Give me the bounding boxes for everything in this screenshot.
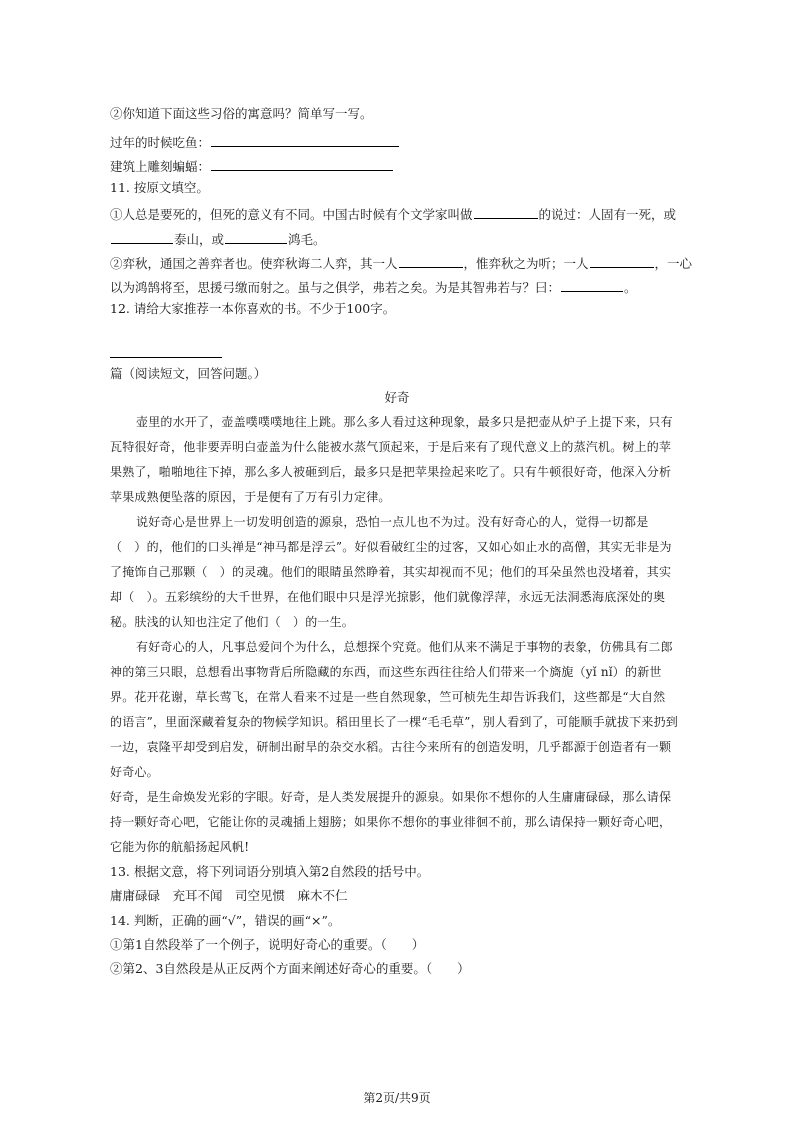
passage-line: 瓦特很好奇，他非要弄明白壶盖为什么能被水蒸气顶起来，于是后来有了现代意义上的蒸汽机。树上的苹 — [110, 440, 672, 454]
passage-line: 了掩饰自己那颗（ ）的灵魂。他们的眼睛虽然睁着，其实却视而不见；他们的耳朵虽然也没堵着，其实 — [110, 565, 672, 579]
passage-line: 却（ ）。五彩缤纷的大千世界，在他们眼中只是浮光掠影，他们就像浮萍，永远无法洞悉海底深处的奥 — [110, 590, 666, 604]
passage-line: 的语言”，里面深藏着复杂的物候学知识。稻田里长了一棵“毛毛草”，别人看到了，可能顺手就拔下来扔到 — [110, 715, 679, 729]
section-label: 篇（阅读短文，回答问题。） — [110, 366, 267, 381]
q11-s2-text-a: ②弈秋，通国之善弈者也。使弈秋诲二人弈，其一人 — [110, 256, 398, 271]
passage-line: 持一颗好奇心吧，它能让你的灵魂插上翅膀；如果你不想你的事业徘徊不前，那么请保持一颗好奇心吧， — [110, 815, 672, 829]
q11-s2-text-e: 。 — [624, 280, 637, 295]
q11-s1-line2 — [110, 231, 326, 247]
answer-line[interactable] — [110, 357, 222, 358]
passage-line: 好奇心。 — [110, 765, 159, 779]
q13-heading: 13. 根据文意，将下列词语分别填入第2自然段的括号中。 — [110, 864, 430, 879]
q11-s2-text-c: ，一心 — [654, 256, 693, 271]
q11-s1-text-a: ①人总是要死的，但死的意义有不同。中国古时候有个文学家叫做 — [110, 207, 473, 222]
answer-blank[interactable] — [590, 255, 654, 268]
passage-line: 一边，袁隆平却受到启发，研制出耐旱的杂交水稻。古往今来所有的创造发明，几乎都源于创造者有一颗 — [110, 740, 672, 754]
q11-s1-text-c: 泰山，或 — [174, 232, 225, 247]
answer-blank[interactable] — [211, 134, 399, 147]
passage-line: 苹果成熟便坠落的原因，于是便有了万有引力定律。 — [110, 490, 391, 504]
passage-line: 有好奇心的人，凡事总爱问个为什么，总想探个究竟。他们从来不满足于事物的表象，仿佛具有二郎 — [136, 640, 673, 654]
q13-words: 庸庸碌碌 充耳不闻 司空见惯 麻木不仁 — [110, 888, 348, 903]
passage-line: 界。花开花谢，草长莺飞，在常人看来不过是一些自然现象，竺可桢先生却告诉我们，这些都是“大自然 — [110, 690, 666, 704]
q11-s2-text-d: 以为鸿鹄将至，思援弓缴而射之。虽与之俱学，弗若之矣。为是其智弗若与？曰： — [110, 280, 561, 295]
answer-blank[interactable] — [225, 231, 287, 244]
q11-s1-text-b: 的说过：人固有一死，或 — [538, 207, 677, 222]
passage-line: 秘。肤浅的认知也注定了他们（ ）的一生。 — [110, 615, 355, 629]
passage-line: （ ）的，他们的口头禅是“神马都是浮云”。好似看破红尘的过客，又如心如止水的高僧，其实无非是为 — [110, 540, 672, 554]
answer-blank[interactable] — [561, 279, 623, 292]
page-number: 第2页/共9页 — [363, 1091, 431, 1105]
q10b-prompt: ②你知道下面这些习俗的寓意吗？简单写一写。 — [110, 106, 373, 121]
q11-s1-line1 — [110, 206, 676, 222]
q14-heading: 14. 判断，正确的画“√”，错误的画“×”。 — [110, 913, 341, 928]
answer-blank[interactable] — [399, 255, 463, 268]
answer-blank[interactable] — [474, 206, 538, 219]
answer-blank[interactable] — [111, 231, 173, 244]
passage-line: 神的第三只眼，总想看出事物背后所隐藏的东西，而这些东西往往给人们带来一个旖旎（yǐ nǐ）的新世 — [110, 665, 662, 679]
q10b-item2-label: 建筑上雕刻蝙蝠： — [110, 159, 211, 174]
passage-line: 壶里的水开了，壶盖噗噗噗地往上跳。那么多人看过这种现象，最多只是把壶从炉子上提下来，只有 — [136, 415, 673, 429]
passage-line: 果熟了，啪啪地往下掉，那么多人被砸到后，最多只是把苹果捡起来吃了。只有牛顿很好奇，他深入分析 — [110, 465, 672, 479]
q10b-item2 — [110, 158, 394, 174]
passage-title: 好奇 — [384, 390, 410, 405]
q11-s2-line2 — [110, 279, 637, 295]
q14-item1[interactable]: ①第1自然段举了一个例子，说明好奇心的重要。（ ） — [110, 937, 425, 952]
answer-blank[interactable] — [211, 158, 393, 171]
passage-line: 说好奇心是世界上一切发明创造的源泉，恐怕一点儿也不为过。没有好奇心的人，觉得一切都是 — [136, 515, 649, 529]
q11-s2-line1 — [110, 255, 692, 271]
q10b-item1-label: 过年的时候吃鱼： — [110, 135, 211, 150]
passage-line: 它能为你的航船扬起风帆! — [110, 840, 250, 854]
q12-heading: 12. 请给大家推荐一本你喜欢的书。不少于100字。 — [110, 301, 396, 316]
q14-item2[interactable]: ②第2、3自然段是从正反两个方面来阐述好奇心的重要。（ ） — [110, 961, 470, 976]
passage-line: 好奇，是生命焕发光彩的字眼。好奇，是人类发展提升的源泉。如果你不想你的人生庸庸碌碌，那么请保 — [110, 790, 672, 804]
q11-s1-text-d: 鸿毛。 — [288, 232, 326, 247]
q10b-item1 — [110, 134, 400, 150]
q11-heading: 11. 按原文填空。 — [110, 180, 209, 195]
q11-s2-text-b: ，惟弈秋之为听；一人 — [463, 256, 589, 271]
